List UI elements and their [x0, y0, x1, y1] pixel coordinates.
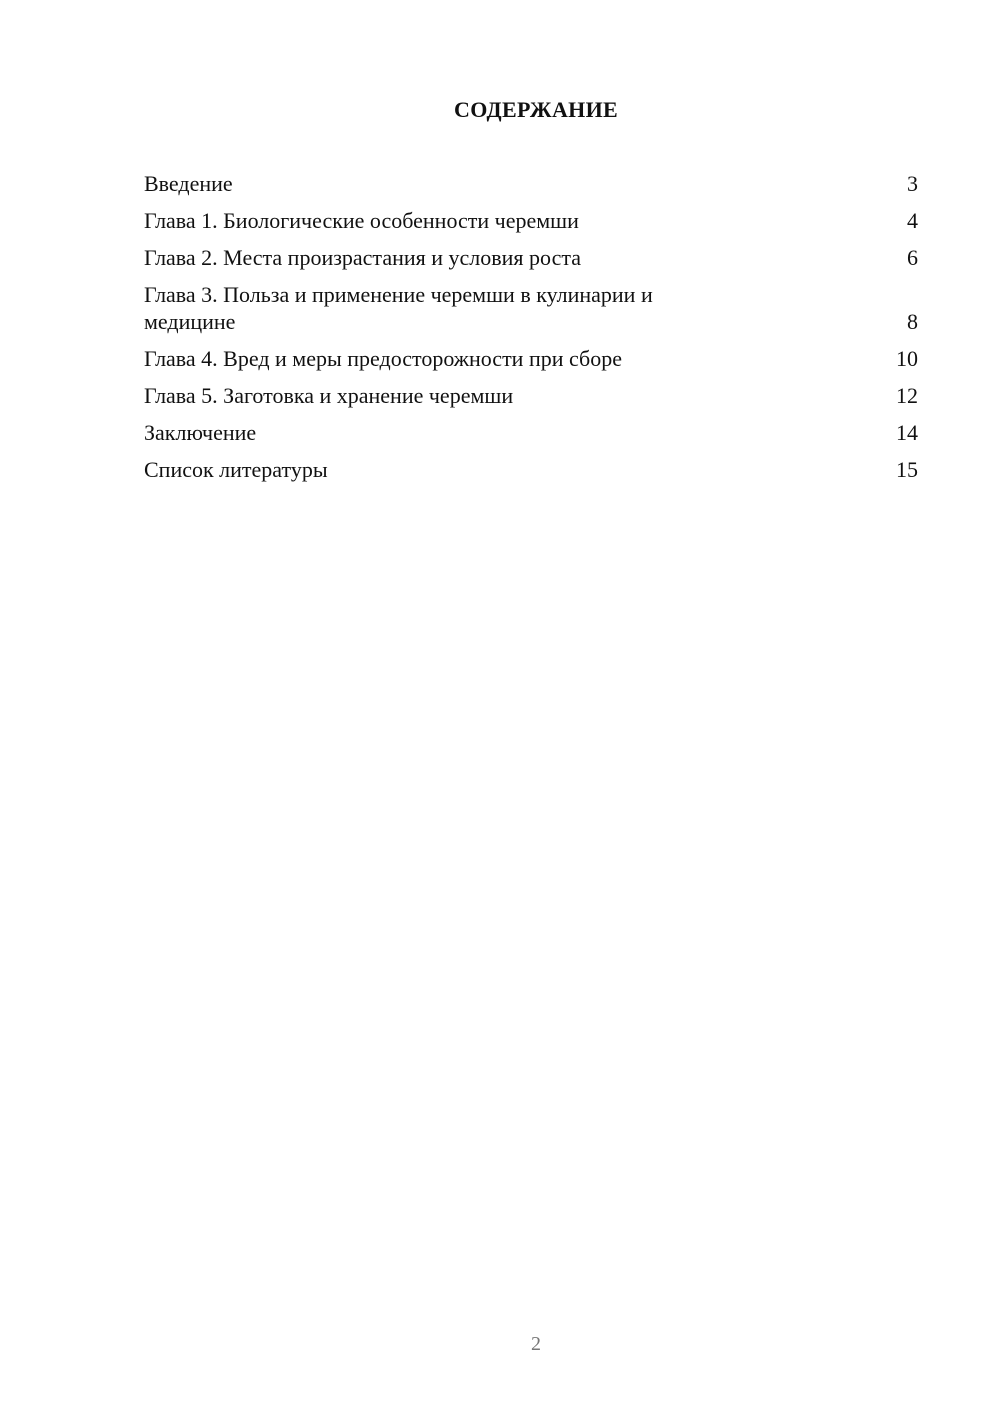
page-title: СОДЕРЖАНИЕ — [454, 97, 618, 122]
toc-entry-text: Глава 4. Вред и меры предосторожности при сборе — [144, 346, 622, 371]
toc-entry-page: 4 — [907, 208, 918, 233]
toc-entry-text: Глава 3. Польза и применение черемши в кулинарии и медицине — [144, 282, 653, 334]
toc-entry — [144, 281, 918, 335]
toc-entry-text: Глава 2. Места произрастания и условия роста — [144, 245, 582, 270]
toc-entry-text: Глава 5. Заготовка и хранение черемши — [144, 383, 514, 408]
toc-entry-page: 10 — [896, 346, 918, 371]
page-number: 2 — [531, 1333, 541, 1355]
table-of-contents — [144, 170, 918, 493]
toc-entry — [144, 419, 918, 446]
toc-entry-page: 6 — [907, 245, 918, 270]
toc-entry-page: 12 — [896, 383, 918, 408]
toc-entry-text: Список литературы — [144, 457, 328, 482]
toc-entry — [144, 244, 918, 271]
toc-entry-text: Введение — [144, 171, 233, 196]
toc-entry — [144, 382, 918, 409]
toc-entry-text: Заключение — [144, 420, 257, 445]
toc-entry-page: 3 — [907, 171, 918, 196]
toc-entry-text: Глава 1. Биологические особенности черемши — [144, 208, 579, 233]
toc-entry-page: 8 — [907, 309, 918, 334]
toc-entry-page: 15 — [896, 457, 918, 482]
toc-entry-page: 14 — [896, 420, 918, 445]
toc-entry — [144, 345, 918, 372]
toc-entry — [144, 207, 918, 234]
toc-entry — [144, 456, 918, 483]
toc-entry — [144, 170, 918, 197]
